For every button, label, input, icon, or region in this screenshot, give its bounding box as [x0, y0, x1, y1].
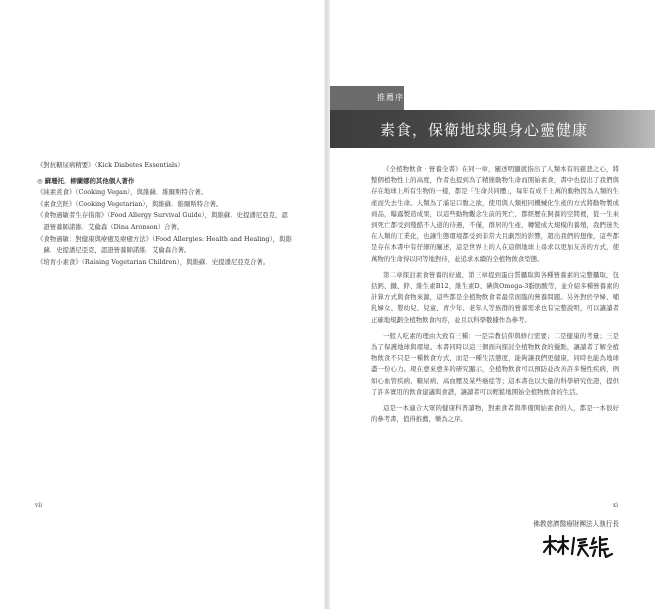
left-page-number: vii [35, 502, 43, 509]
right-page-number: xi [612, 502, 618, 509]
left-page [0, 0, 326, 609]
booklist-line: 證營養師諾維．艾倫森（Dina Aronson）合著。 [37, 222, 184, 231]
section-tag-label: 推薦序 [377, 93, 404, 102]
preface-paragraph: 一般人吃素的理由大致有三種：一是宗教信仰與修行需要；二是健康的考量；三是為了保護地球與環境。本書同時以這三個面向探討全植物飲食的優點，讓讀者了解全植物飲食不只是一種飲食方式，而是一種生活態度，能夠讓我們更健康，同時也能為地球盡一份心力。現在愈來愈多的研究顯示，全植物飲食可以預防並改善許多慢性疾病，例如心血管疾病、糖尿病、高血壓及某些癌症等；這本書也以大量的科學研究佐證，提供了許多實用的飲食建議與食譜，讓讀者可以輕鬆地開始全植物飲食的生活。 [371, 331, 619, 396]
handwritten-signature [540, 532, 620, 562]
preface-body [371, 164, 619, 430]
chapter-title: 素食，保衛地球與身心靈健康 [380, 121, 589, 139]
title-band [330, 110, 655, 148]
section-tag [330, 86, 404, 110]
booklist-heading: ◎ 蘇珊托．柳蘭娜的其他個人著作 [37, 176, 135, 185]
booklist-line: 蘇．史提潘尼亞克，認證營養師諾維．艾倫森合著。 [37, 246, 191, 255]
booklist-line: 《食物過敏：對健康與療癒及療癒方法》（Food Allergies: Health and Healing），與維 [37, 234, 292, 243]
preface-paragraph: 第二章探討素食營養的好處，第三章提到蛋白質攝取與各種營養素的完整攝取，包括鈣、鐵、鋅、維生素B12、維生素D、碘與Omega-3脂肪酸等，並介紹多種營養素的計算方式與食物來源，這些都是全植物飲食者最常面臨的營養問題。另外對於孕婦、哺乳婦女、嬰幼兒、兒童、青少年、老年人等族群的營養需求也有完整說明，可以讓讀者正確地規劃全植物飲食內容，並且以科學數據作為參考。 [371, 270, 619, 324]
left-page-booklist [37, 160, 292, 268]
booklist-line: 《食物過敏者生存指南》（Food Allergy Survival Guide），與維蘇．史提潘尼亞克，認 [37, 211, 288, 220]
signatory-title: 佛教慈濟醫療財團法人執行長 [533, 520, 619, 528]
booklist-line: 《純素煮食》（Cooking Vegan），與維蘇．維爾斯特合著。 [37, 188, 207, 197]
booklist-line: 《對抗糖尿病精要》（Kick Diabetes Essentials） [37, 161, 184, 169]
preface-paragraph: 《全植物飲食‧營養全書》在同一章，闡述明顯就指出了人類本有的慈悲之心，將整個植物性上的高度，作者也提到為了精簡動物生命而開始素食，書中也提出了我們與存在地球上所有生物的一樣，都是「生命共同體」，每年有成千上萬的動物因為人類的生產而失去生命。人類為了滿足口腹之欲，使用與人類相同機械化生產的方式將動物製成商品，曝露製造成果，以這些動物觀念生前的死亡，都經歷在飼養的空間裡，從一生來到死亡都受到殘酷不人道的待遇，不僅，群居的生產，轉變成大規模的養殖，我們迷失在人類的工業化，也讓生態環境都受到非常大且劇烈的影響，超出我們的想像，這些都是存在本書中有仔細的闡述，這是世界上的人在這個地球上尋求以更加友善的方式，使萬物的生命得以同等地對待，並追求永續的全植物飲食型態。 [371, 165, 619, 263]
booklist-line: 《素食烹飪》（Cooking Vegetarian），與維蘇．維爾斯特合著。 [37, 199, 223, 208]
preface-paragraph: 這是一本適合大眾的健康科普讀物，對素食者與準備開始素食的人，都是一本很好的參考書，值得推薦，樂為之序。 [371, 404, 619, 424]
booklist-line: 《培育小素食》（Raising Vegetarian Children），與維蘇．史提潘尼亞克合著。 [37, 257, 270, 266]
